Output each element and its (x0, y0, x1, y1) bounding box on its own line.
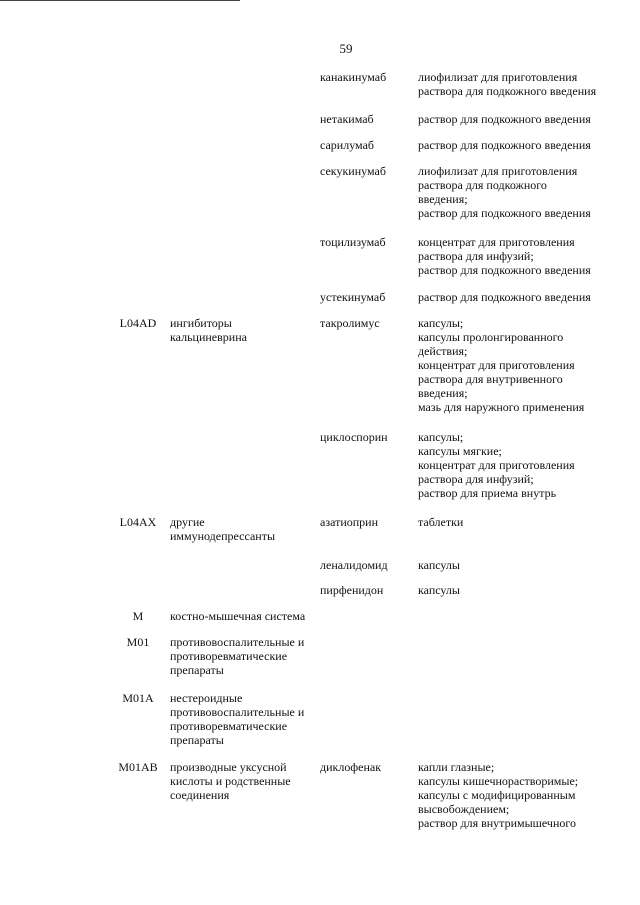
dosage-forms (418, 290, 618, 304)
group-line: кальциневрина (170, 330, 247, 344)
group-line: противовоспалительные и (170, 705, 305, 719)
group-line: препараты (170, 663, 224, 677)
dosage-form-line: лиофилизат для приготовления (418, 70, 578, 84)
drug-name: диклофенак (320, 760, 382, 774)
anatomical-therapeutic-group (170, 691, 320, 747)
atc-code: M01A (122, 691, 154, 705)
dosage-form-line: раствор для подкожного введения (418, 263, 591, 277)
dosage-form-line: концентрат для приготовления (418, 358, 575, 372)
dosage-form-line: раствора для инфузий; (418, 472, 534, 486)
anatomical-therapeutic-group (170, 515, 320, 543)
drug-name: тоцилизумаб (320, 235, 386, 249)
drug-name: леналидомид (320, 558, 388, 572)
dosage-form-line: раствора для подкожного (418, 178, 547, 192)
dosage-form-line: капсулы; (418, 430, 464, 444)
drug-name: такролимус (320, 316, 380, 330)
drug-name: сарилумаб (320, 138, 374, 152)
dosage-form-line: введения; (418, 386, 468, 400)
group-line: иммунодепрессанты (170, 529, 276, 543)
dosage-forms (418, 558, 618, 572)
group-line: производные уксусной (170, 760, 287, 774)
dosage-form-line: высвобождением; (418, 802, 510, 816)
dosage-form-line: концентрат для приготовления (418, 458, 575, 472)
drug-name: секукинумаб (320, 164, 386, 178)
group-line: нестероидные (170, 691, 243, 705)
drug-name: устекинумаб (320, 290, 386, 304)
drug-name: азатиоприн (320, 515, 379, 529)
dosage-form-line: раствор для подкожного введения (418, 290, 591, 304)
dosage-forms (418, 760, 618, 830)
drug-name: пирфенидон (320, 583, 384, 597)
dosage-forms (418, 235, 618, 277)
dosage-forms (418, 430, 618, 500)
dosage-form-line: раствор для подкожного введения (418, 206, 591, 220)
dosage-form-line: капсулы (418, 583, 460, 597)
atc-code: M01 (126, 635, 150, 649)
page-number: 59 (339, 41, 353, 56)
anatomical-therapeutic-group (170, 760, 320, 802)
dosage-form-line: мазь для наружного применения (418, 400, 585, 414)
dosage-form-line: капсулы; (418, 316, 464, 330)
dosage-form-line: капли глазные; (418, 760, 495, 774)
group-line: противоревматические (170, 649, 288, 663)
anatomical-therapeutic-group (170, 316, 320, 344)
dosage-form-line: капсулы мягкие; (418, 444, 502, 458)
dosage-form-line: капсулы кишечнорастворимые; (418, 774, 579, 788)
group-line: костно-мышечная система (170, 609, 306, 623)
dosage-form-line: раствора для подкожного введения (418, 84, 597, 98)
group-line: кислоты и родственные (170, 774, 291, 788)
dosage-form-line: раствор для приема внутрь (418, 486, 557, 500)
dosage-forms (418, 515, 618, 529)
dosage-form-line: действия; (418, 344, 468, 358)
dosage-form-line: лиофилизат для приготовления (418, 164, 578, 178)
atc-code: L04AX (119, 515, 157, 529)
dosage-form-line: таблетки (418, 515, 464, 529)
group-line: противовоспалительные и (170, 635, 305, 649)
dosage-forms (418, 138, 618, 152)
dosage-form-line: раствор для внутримышечного (418, 816, 576, 830)
dosage-forms (418, 70, 618, 98)
group-line: противоревматические (170, 719, 288, 733)
atc-code: M (132, 609, 144, 623)
group-line: препараты (170, 733, 224, 747)
dosage-forms (418, 164, 618, 220)
dosage-form-line: раствора для внутривенного (418, 372, 563, 386)
drug-name: канакинумаб (320, 70, 387, 84)
anatomical-therapeutic-group (170, 635, 320, 677)
dosage-forms (418, 583, 618, 597)
group-line: другие (170, 515, 205, 529)
dosage-form-line: концентрат для приготовления (418, 235, 575, 249)
drug-name: циклоспорин (320, 430, 388, 444)
dosage-form-line: капсулы с модифицированным (418, 788, 576, 802)
dosage-forms (418, 112, 618, 126)
dosage-form-line: раствора для инфузий; (418, 249, 534, 263)
dosage-forms (418, 316, 618, 414)
dosage-form-line: раствор для подкожного введения (418, 138, 591, 152)
group-line: соединения (170, 788, 230, 802)
top-rule (0, 0, 240, 1)
drug-name: нетакимаб (320, 112, 374, 126)
anatomical-therapeutic-group (170, 609, 320, 623)
dosage-form-line: капсулы (418, 558, 460, 572)
dosage-form-line: капсулы пролонгированного (418, 330, 564, 344)
dosage-form-line: введения; (418, 192, 468, 206)
atc-code: L04AD (119, 316, 157, 330)
group-line: ингибиторы (170, 316, 232, 330)
atc-code: M01AB (118, 760, 158, 774)
dosage-form-line: раствор для подкожного введения (418, 112, 591, 126)
